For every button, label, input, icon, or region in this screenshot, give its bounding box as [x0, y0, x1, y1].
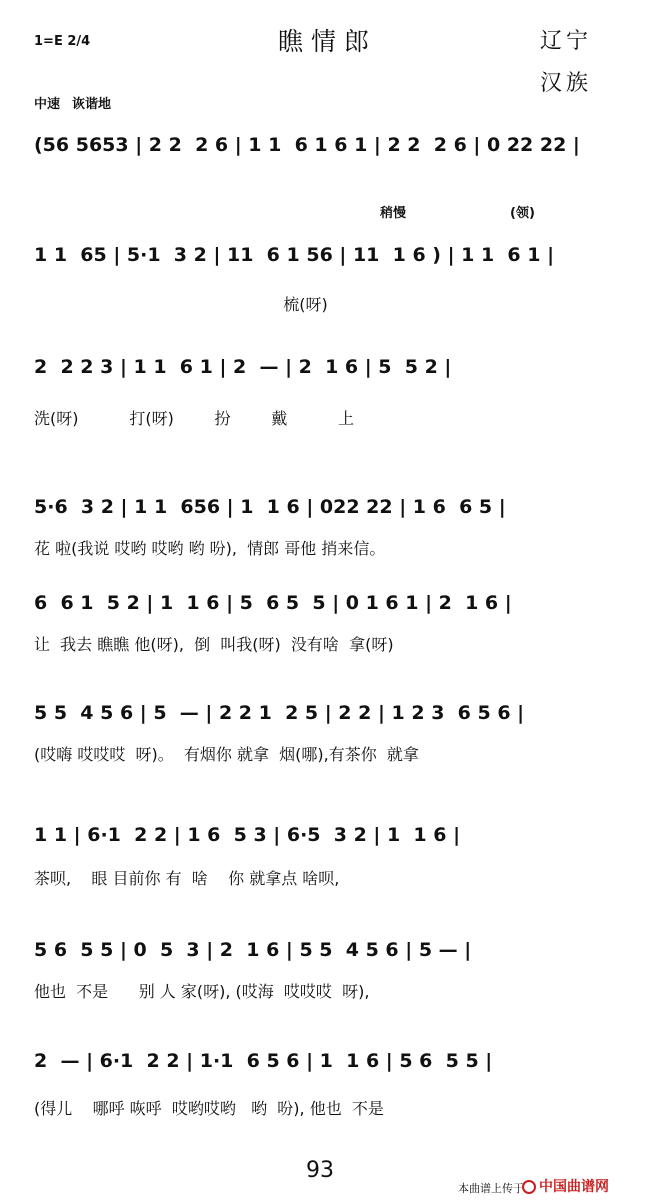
- notation-row: [34, 130, 628, 164]
- notation-row: [34, 820, 628, 854]
- lead-voice-mark: (领): [510, 206, 535, 221]
- notation-text: 5·6 3 2 | 1 1 656 | 1 1 6 | 022 22 | 1 6 6 5 |: [34, 496, 506, 518]
- lyrics-row: 洗(呀) 打(呀) 扮 戴 上: [34, 409, 355, 428]
- notation-row: [34, 492, 628, 526]
- notation-row: [34, 352, 628, 386]
- tempo-marking: [34, 93, 111, 112]
- lyrics-row: 让 我去 瞧瞧 他(呀), 倒 叫我(呀) 没有啥 拿(呀): [34, 635, 394, 654]
- notation-text: 2 2 2 3 | 1 1 6 1 | 2 — | 2 1 6 | 5 5 2 |: [34, 356, 452, 378]
- ethnic-label: 汉族: [540, 71, 593, 96]
- notation-row: [34, 935, 628, 969]
- notation-text: 1 1 65 | 5·1 3 2 | 11 6 1 56 | 11 1 6 ) | 1 1 6 1 |: [34, 244, 555, 266]
- site-name: 中国曲谱网: [539, 1179, 609, 1195]
- notation-text: 5 5 4 5 6 | 5 — | 2 2 1 2 5 | 2 2 | 1 2 3 6 5 6 |: [34, 702, 525, 724]
- lyrics-row: (得儿 哪呼 咴呼 哎哟哎哟 哟 吩), 他也 不是: [34, 1099, 384, 1118]
- notation-text: 1 1 | 6·1 2 2 | 1 6 5 3 | 6·5 3 2 | 1 1 6 |: [34, 824, 461, 846]
- notation-row: [34, 588, 628, 622]
- notation-text: 5 6 5 5 | 0 5 3 | 2 1 6 | 5 5 4 5 6 | 5 — |: [34, 939, 472, 961]
- tempo-speed: 中速: [34, 97, 61, 112]
- lyrics-row: 他也 不是 别 人 家(呀), (哎海 哎哎哎 呀),: [34, 982, 370, 1001]
- site-logo: [522, 1176, 609, 1196]
- upload-note: 本曲谱上传于: [458, 1182, 524, 1195]
- site-logo-icon: [522, 1180, 536, 1194]
- key-signature: 1=E 2/4: [34, 34, 91, 49]
- region-label: 辽宁: [540, 29, 593, 54]
- lyrics-row: 花 啦(我说 哎哟 哎哟 哟 吩), 情郎 哥他 捎来信。: [34, 539, 386, 558]
- page-number: 93: [306, 1158, 334, 1183]
- notation-row: [34, 698, 628, 732]
- notation-row: [34, 1046, 628, 1080]
- notation-row: [34, 240, 628, 274]
- notation-text: 6 6 1 5 2 | 1 1 6 | 5 6 5 5 | 0 1 6 1 | 2 1 6 |: [34, 592, 512, 614]
- lyrics-row: (哎嗨 哎哎哎 呀)。 有烟你 就拿 烟(哪),有茶你 就拿: [34, 745, 419, 764]
- tempo-expression: 诙谐地: [72, 97, 112, 112]
- notation-text: (56 5653 | 2 2 2 6 | 1 1 6 1 6 1 | 2 2 2 6 | 0 22 22 |: [34, 134, 580, 156]
- tempo-change-mark: 稍慢: [380, 206, 407, 221]
- notation-text: 2 — | 6·1 2 2 | 1·1 6 5 6 | 1 1 6 | 5 6 5 5 |: [34, 1050, 493, 1072]
- lyrics-row: 茶呗, 眼 目前你 有 啥 你 就拿点 啥呗,: [34, 869, 340, 888]
- song-title: 瞧情郎: [278, 27, 378, 56]
- lyrics-row: 梳(呀): [34, 295, 328, 314]
